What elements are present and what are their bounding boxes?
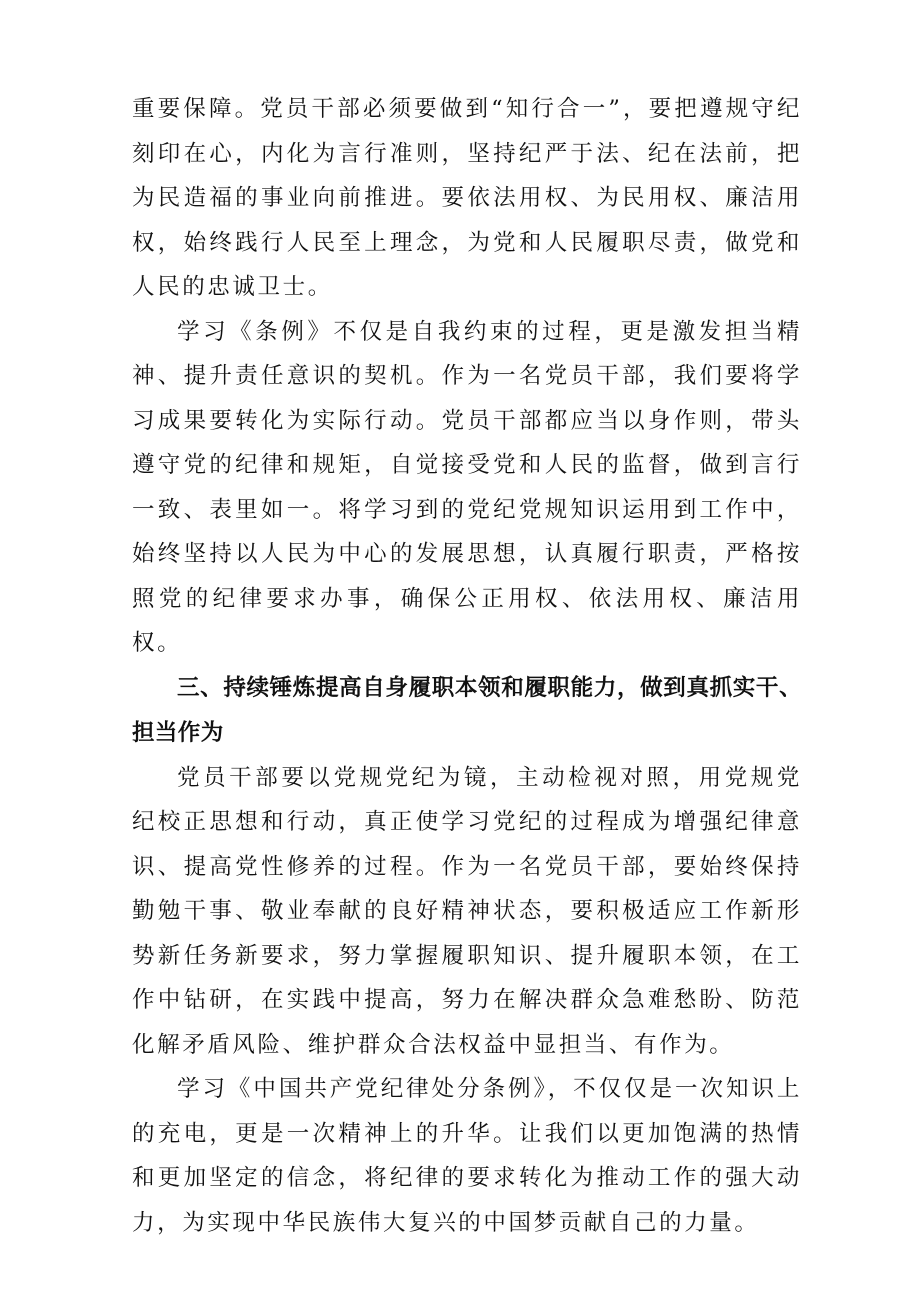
paragraph-continuation: 重要保障。党员干部必须要做到“知行合一”，要把遵规守纪刻印在心，内化为言行准则，坚持纪严于法、纪在法前，把为民造福的事业向前推进。要依法用权、为民用权、廉洁用权，始终践行人民至上理念，为党和人民履职尽责，做党和人民的忠诚卫士。 xyxy=(132,96,802,300)
document-body xyxy=(132,87,802,1245)
paragraph-study-regulations: 学习《条例》不仅是自我约束的过程，更是激发担当精神、提升责任意识的契机。作为一名党员干部，我们要将学习成果要转化为实际行动。党员干部都应当以身作则，带头遵守党的纪律和规矩，自觉接受党和人民的监督，做到言行一致、表里如一。将学习到的党纪党规知识运用到工作中，始终坚持以人民为中心的发展思想，认真履行职责，严格按照党的纪律要求办事，确保公正用权、依法用权、廉洁用权。 xyxy=(132,318,802,656)
paragraph-conclusion: 学习《中国共产党纪律处分条例》，不仅仅是一次知识上的充电，更是一次精神上的升华。让我们以更加饱满的热情和更加坚定的信念，将纪律的要求转化为推动工作的强大动力，为实现中华民族伟大复兴的中国梦贡献自己的力量。 xyxy=(132,1076,802,1236)
paragraph-party-rules-mirror: 党员干部要以党规党纪为镜，主动检视对照，用党规党纪校正思想和行动，真正使学习党纪的过程成为增强纪律意识、提高党性修养的过程。作为一名党员干部，要始终保持勤勉干事、敬业奉献的良好精神状态，要积极适应工作新形势新任务新要求，努力掌握履职知识、提升履职本领，在工作中钻研，在实践中提高，努力在解决群众急难愁盼、防范化解矛盾风险、维护群众合法权益中显担当、有作为。 xyxy=(132,764,802,1058)
section-heading-three: 三、持续锤炼提高自身履职本领和履职能力，做到真抓实干、担当作为 xyxy=(132,674,802,746)
